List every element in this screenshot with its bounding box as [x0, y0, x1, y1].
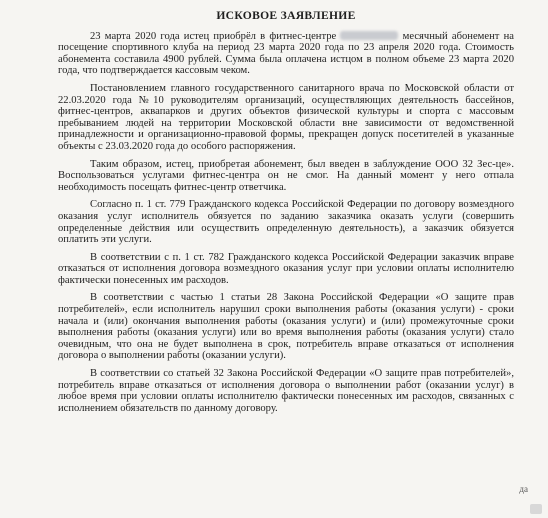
paragraph-misled-lead: Таким образом, истец, приобретая абонемент, был введен в заблуждение ООО — [90, 158, 459, 170]
paragraph-article-782: В соответствии с п. 1 ст. 782 Гражданского кодекса Российской Федерации заказчик вправе отказаться от исполнения договора возмездного оказания услуг при условии оплаты исполнителю фактически понесенных им расходов. — [58, 251, 514, 286]
margin-note: да — [519, 484, 528, 495]
paragraph-purchase-rest: месячный абонемент на посещение спортивного клуба на период 23 марта 2020 года по 23 апреля 2020 года. Стоимость абонемента составила 4900 рублей. Сумма была оплачена истцом в полном объеме 23 марта 2020 года, что подтверждается кассовым чеком. — [58, 30, 514, 77]
paragraph-law-article-32: В соответствии со статьей 32 Закона Российской Федерации «О защите прав потребителей», потребитель вправе отказаться от исполнения договора о выполнении работ (оказании услуг) в любое время при условии оплаты исполнителю фактически понесенных им расходов, связанных с исполнением обязательств по данному договору. — [58, 368, 514, 414]
document-title: ИСКОВОЕ ЗАЯВЛЕНИЕ — [216, 9, 356, 22]
paragraph-misled-rest: 32 Зес-це». Воспользоваться услугами фитнес-центра он не смог. На данный момент у него отпала необходимость посещать фитнес-центр ответчика. — [58, 158, 514, 193]
redacted-name-block — [340, 31, 398, 40]
paragraph-law-article-28: В соответствии с частью 1 статьи 28 Закона Российской Федерации «О защите прав потребителей», если исполнитель нарушил сроки выполнения работы (оказания услуги) - сроки начала и (или) окончания выполнения работы (оказания услуги) и (или) промежуточные сроки выполнения работы (оказания услуги) или во время выполнения работы (оказания услуги) стало очевидным, что она не будет выполнена в срок, потребитель вправе отказаться от исполнения договора о выполнении работы (оказании услуги). — [58, 292, 514, 362]
paragraph-misled — [58, 159, 514, 194]
paragraph-purchase-lead: 23 марта 2020 года истец приобрёл в фитнес-центре — [90, 30, 337, 42]
paragraph-purchase — [58, 31, 514, 77]
paragraph-article-779: Согласно п. 1 ст. 779 Гражданского кодекса Российской Федерации по договору возмездного оказания услуг исполнитель обязуется по заданию заказчика оказать услуги (совершить определенные действия или осуществить определенную деятельность), а заказчик обязуется оплатить эти услуги. — [58, 199, 514, 246]
paragraph-decree: Постановлением главного государственного санитарного врача по Московской области от 22.03.2020 года №10 руководителям организаций, осуществляющих деятельность бассейнов, фитнес-центров, аквапарков и других объектов физической культуры и спорта с массовым пребыванием людей на территории Московской области вне зависимости от ведомственной принадлежности и организационно-правовой формы, прекращен допуск посетителей в указанные объекты с 23.03.2020 года до особого распоряжения. — [58, 82, 514, 152]
corner-mark — [530, 504, 542, 514]
